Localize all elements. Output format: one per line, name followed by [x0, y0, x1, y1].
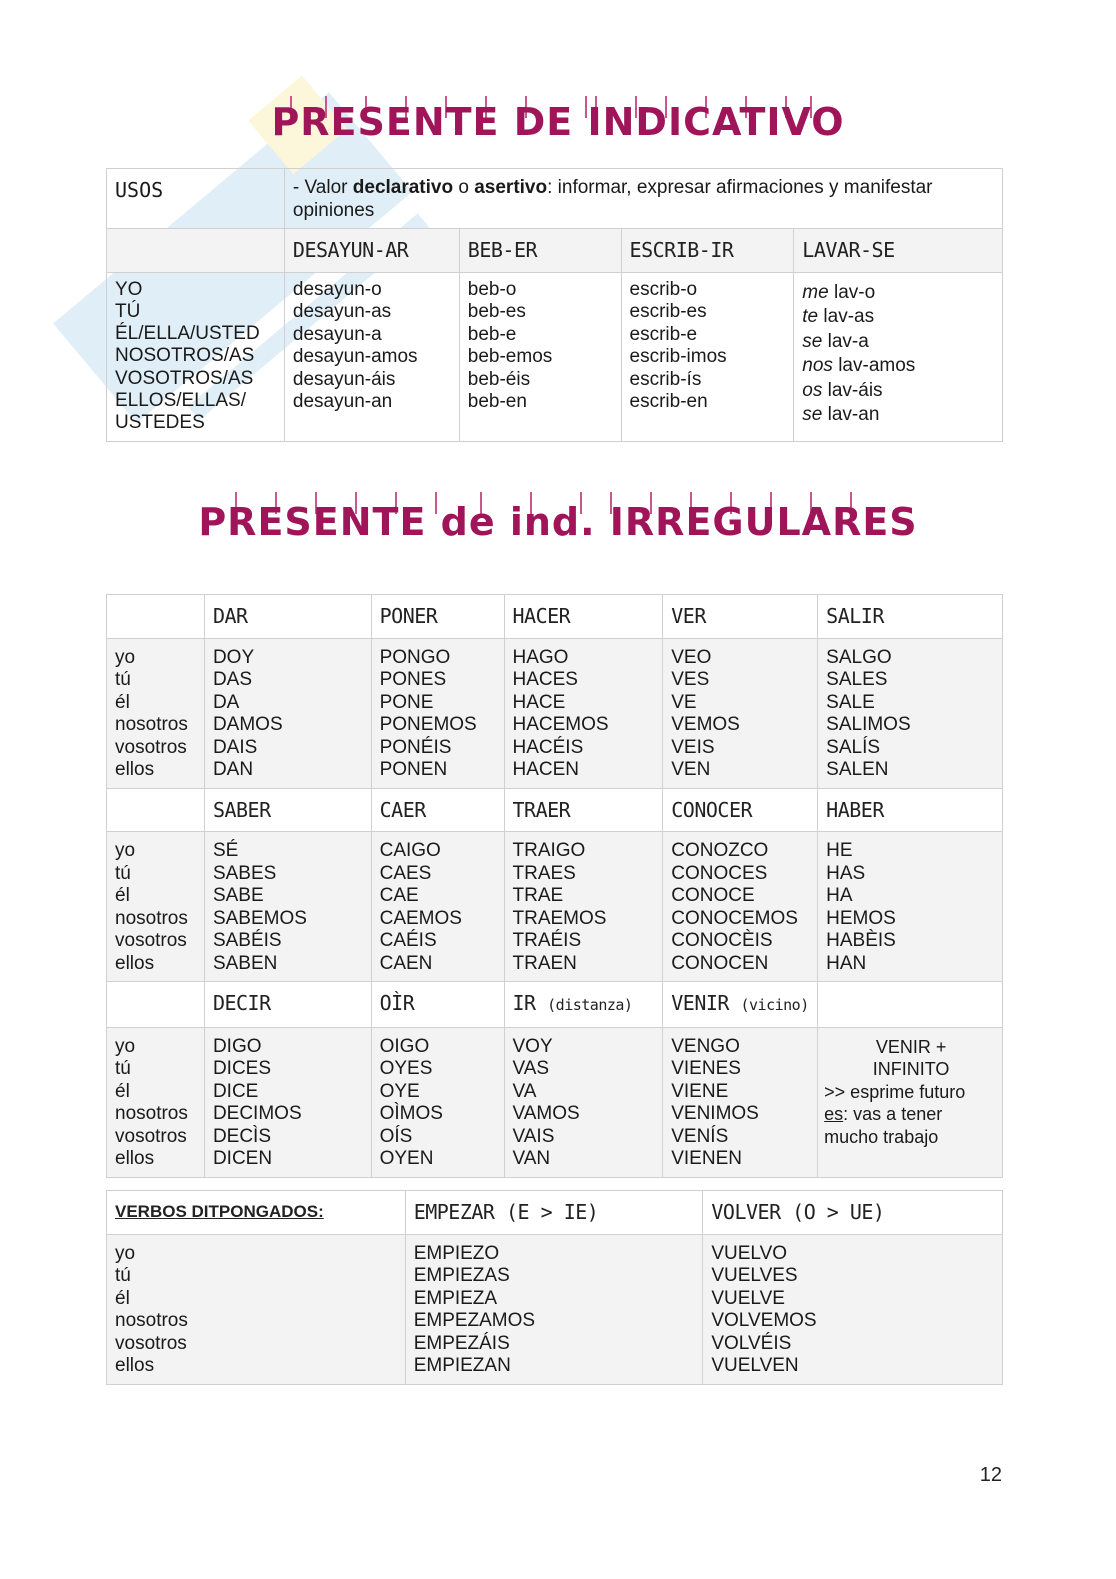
- verb-ending: lav-as: [818, 306, 875, 327]
- verb-forms: [371, 832, 504, 982]
- pronoun: yo: [115, 1242, 136, 1264]
- verb-form: CAEN: [379, 952, 433, 974]
- example-label: es: [824, 1104, 844, 1124]
- pronoun: ellos: [115, 1355, 155, 1376]
- header-verb: SABER: [204, 788, 371, 832]
- verb-form: HACE: [512, 691, 566, 713]
- regular-verbs-table: [106, 168, 1003, 442]
- verb-forms: [504, 638, 663, 788]
- verb-form: EMPEZAMOS: [413, 1310, 536, 1331]
- verb-form: VEIS: [671, 736, 715, 758]
- verb-forms: [204, 832, 371, 982]
- verb-form: VAN: [512, 1148, 551, 1169]
- verb-form: DAN: [212, 759, 254, 780]
- pronoun: yo: [115, 1035, 136, 1057]
- verb-form: OÍS: [379, 1125, 413, 1147]
- header-verb: CONOCER: [663, 788, 818, 832]
- pronoun: vosotros: [115, 1125, 187, 1147]
- verb-form: EMPIEZAS: [413, 1265, 510, 1286]
- verb-form: HAS: [826, 862, 866, 884]
- verb-form: PONGO: [379, 646, 451, 668]
- verb-form: SALGO: [826, 646, 892, 668]
- reflexive-pronoun: se: [802, 330, 823, 352]
- header-verb: CAER: [371, 788, 504, 832]
- verb-form: [802, 379, 994, 404]
- verb-form: VAS: [512, 1058, 550, 1079]
- verb-form: desayun-amos: [292, 346, 418, 367]
- page-title: PRESENTE DE INDICATIVO: [271, 100, 845, 144]
- pronoun: él: [115, 691, 130, 713]
- verb-form: [802, 403, 994, 428]
- verb-form: CONOZCO: [671, 840, 769, 861]
- verb-form: escrib-imos: [629, 346, 727, 367]
- pronoun: vosotros: [115, 930, 187, 951]
- verb-form: escrib-o: [629, 278, 698, 300]
- verb-form: DECÌS: [212, 1125, 272, 1147]
- header-verb: VER: [663, 595, 818, 639]
- example-text: : vas a tener: [843, 1104, 943, 1124]
- verb-form: TRAE: [512, 885, 564, 906]
- pronoun: nosotros: [115, 1103, 188, 1124]
- pronoun: ellos: [115, 1148, 155, 1169]
- pronoun: nosotros: [115, 907, 188, 929]
- verb-form: SÉ: [212, 840, 239, 861]
- desayunar-forms: [284, 272, 459, 441]
- verb-form: [802, 330, 994, 355]
- lavarse-forms: [794, 272, 1003, 441]
- verb-form: CAEMOS: [379, 907, 462, 929]
- usos-bold-asertivo: asertivo: [474, 177, 548, 198]
- reflexive-pronoun: se: [802, 404, 823, 425]
- header-verb-ir: [504, 982, 663, 1028]
- verb-form: VES: [671, 669, 710, 690]
- header-verb: VOLVER (O > UE): [703, 1191, 1003, 1235]
- verb-form: OYE: [379, 1080, 420, 1102]
- verb-form: HACEN: [512, 759, 580, 780]
- verb-form: VOLVÉIS: [711, 1332, 792, 1354]
- verb-forms: [405, 1234, 703, 1384]
- verb-forms: [663, 832, 818, 982]
- verb-form: PONE: [379, 691, 434, 713]
- header-desayunar: DESAYUN-AR: [284, 229, 459, 273]
- verb-forms: [818, 638, 1003, 788]
- verb-form: HACEMOS: [512, 714, 609, 735]
- beber-forms: [459, 272, 621, 441]
- pronoun: ÉL/ELLA/USTED: [115, 323, 260, 345]
- verb-form: DAS: [212, 669, 253, 690]
- pronoun: ellos: [115, 759, 155, 780]
- verb-form: desayun-áis: [292, 368, 396, 390]
- verb-form: beb-en: [467, 391, 527, 412]
- verb-form: VIENE: [671, 1080, 729, 1102]
- verb-form: VENIMOS: [671, 1103, 759, 1124]
- verb-form: VE: [671, 691, 697, 713]
- verb-forms: [504, 832, 663, 982]
- verb-form: PONES: [379, 669, 447, 690]
- diphthong-label-text: VERBOS DITPONGADOS:: [115, 1202, 324, 1221]
- verb-form: desayun-as: [292, 301, 392, 322]
- verb-form: CONOCE: [671, 885, 755, 906]
- verb-form: escrib-e: [629, 323, 698, 345]
- header-empty: [818, 982, 1003, 1028]
- verb-form: VIENES: [671, 1058, 741, 1079]
- pronoun: tú: [115, 669, 131, 690]
- verb-form: CONOCÈIS: [671, 930, 773, 951]
- venir-infinito-note: [818, 1027, 1003, 1177]
- verb-ending: lav-áis: [822, 379, 883, 401]
- usos-label: USOS: [107, 169, 285, 229]
- verb-form: CAES: [379, 862, 432, 884]
- verb-form: HABÈIS: [826, 930, 896, 951]
- verb-form: CAÉIS: [379, 930, 437, 951]
- verb-form: VOY: [512, 1035, 553, 1057]
- verb-form: desayun-o: [292, 278, 382, 300]
- verb-form: VEN: [671, 759, 711, 780]
- pronoun: vosotros: [115, 736, 187, 758]
- verb-form: HACÉIS: [512, 736, 584, 758]
- verb-forms: [204, 638, 371, 788]
- verb-form: HAGO: [512, 646, 569, 668]
- header-verb: OÌR: [371, 982, 504, 1028]
- verb-forms: [371, 1027, 504, 1177]
- header-verb: PONER: [371, 595, 504, 639]
- verb-form: PONEN: [379, 759, 448, 780]
- verb-form: escrib-es: [629, 301, 707, 322]
- verb-form: DAMOS: [212, 714, 283, 735]
- verb-form: PONEMOS: [379, 714, 477, 735]
- verb-form: VUELVEN: [711, 1355, 799, 1376]
- header-verb-venir: [663, 982, 818, 1028]
- usos-bold-declarativo: declarativo: [352, 177, 454, 198]
- note-line: VENIR +: [875, 1036, 947, 1057]
- verb-form: escrib-ís: [629, 368, 702, 390]
- pronoun: USTEDES: [115, 412, 205, 434]
- verb-form: beb-es: [467, 301, 526, 322]
- pronoun: TÚ: [115, 300, 141, 322]
- header-verb: DAR: [204, 595, 371, 639]
- verb-ending: lav-o: [828, 281, 876, 303]
- verb-form: VUELVO: [711, 1242, 788, 1264]
- verb-form: TRAEMOS: [512, 907, 607, 929]
- pronoun: yo: [115, 840, 136, 861]
- escribir-forms: [621, 272, 794, 441]
- header-verb: HACER: [504, 595, 663, 639]
- header-lavarse: LAVAR-SE: [794, 229, 1003, 273]
- verb-note: (vicino): [740, 996, 809, 1014]
- page-number: 12: [979, 1464, 1002, 1486]
- note-line: [824, 1103, 998, 1126]
- verb-form: VOLVEMOS: [711, 1310, 817, 1331]
- verb-form: [802, 281, 994, 306]
- verb-form: PONÉIS: [379, 736, 452, 758]
- pronoun: tú: [115, 1058, 131, 1079]
- verb-form: CAIGO: [379, 840, 441, 861]
- verb-form: CONOCEMOS: [671, 907, 798, 929]
- verb-forms: [204, 1027, 371, 1177]
- note-line: mucho trabajo: [824, 1126, 939, 1147]
- pronoun-column: [107, 272, 285, 441]
- verb-form: VENÍS: [671, 1125, 729, 1147]
- verb-form: CAE: [379, 885, 419, 906]
- verb-ending: lav-amos: [832, 355, 916, 376]
- verb-form: TRAÉIS: [512, 930, 582, 951]
- header-verb: TRAER: [504, 788, 663, 832]
- usos-mid: o: [453, 177, 475, 198]
- verb-ending: lav-an: [822, 404, 880, 425]
- header-empty: [107, 788, 205, 832]
- pronoun-column: [107, 832, 205, 982]
- verb-form: HE: [826, 840, 853, 861]
- verb-form: EMPIEZA: [413, 1287, 498, 1309]
- verb-form: beb-o: [467, 278, 517, 300]
- header-verb: EMPEZAR (E > IE): [405, 1191, 703, 1235]
- diphthong-verbs-table: [106, 1190, 1003, 1385]
- pronoun: NOSOTROS/AS: [115, 345, 255, 367]
- verb-form: HA: [826, 885, 853, 906]
- pronoun: ELLOS/ELLAS/: [115, 389, 246, 411]
- verb-form: SABES: [212, 862, 277, 884]
- verb-form: OIGO: [379, 1035, 430, 1057]
- verb-note: (distanza): [547, 996, 633, 1014]
- verb-form: DICES: [212, 1058, 272, 1079]
- pronoun: él: [115, 1080, 130, 1102]
- verb-form: beb-e: [467, 323, 517, 345]
- header-escribir: ESCRIB-IR: [621, 229, 794, 273]
- header-empty: [107, 229, 285, 273]
- verb-form: SALÍS: [826, 736, 881, 758]
- verb-form: [802, 305, 994, 330]
- diphthong-label: [107, 1191, 406, 1235]
- verb-form: SALIMOS: [826, 714, 911, 735]
- header-verb: SALIR: [818, 595, 1003, 639]
- reflexive-pronoun: nos: [802, 355, 833, 376]
- irregular-verbs-table: [106, 594, 1003, 1178]
- reflexive-pronoun: me: [802, 281, 829, 303]
- usos-description: [284, 169, 1002, 229]
- verb-form: EMPEZÁIS: [413, 1332, 510, 1354]
- verb-form: DAIS: [212, 736, 258, 758]
- verb-forms: [504, 1027, 663, 1177]
- verb-forms: [663, 1027, 818, 1177]
- usos-rest: : informar, expresar afirmaciones y manifestar opiniones: [292, 177, 933, 221]
- pronoun: él: [115, 1287, 130, 1309]
- verb-form: TRAES: [512, 862, 576, 884]
- verb-form: VEMOS: [671, 714, 740, 735]
- verb-form: VEO: [671, 646, 712, 668]
- verb-form: CONOCES: [671, 862, 768, 884]
- verb-form: VAIS: [512, 1125, 555, 1147]
- section-title: PRESENTE de ind. IRREGULARES: [198, 500, 918, 544]
- verb-form: DICEN: [212, 1148, 273, 1169]
- verb-name: VENIR: [671, 991, 729, 1015]
- verb-form: SABÉIS: [212, 930, 282, 951]
- pronoun: VOSOTROS/AS: [115, 367, 254, 389]
- verb-form: DOY: [212, 646, 255, 668]
- verb-forms: [703, 1234, 1003, 1384]
- verb-form: beb-emos: [467, 346, 553, 367]
- verb-form: CONOCEN: [671, 952, 769, 974]
- verb-ending: lav-a: [822, 330, 869, 352]
- pronoun: nosotros: [115, 1310, 188, 1331]
- header-verb: HABER: [818, 788, 1003, 832]
- verb-form: SALE: [826, 691, 875, 713]
- verb-forms: [371, 638, 504, 788]
- pronoun: yo: [115, 646, 136, 668]
- verb-form: HAN: [826, 952, 867, 974]
- verb-form: SABEN: [212, 952, 278, 974]
- verb-form: VA: [512, 1080, 537, 1102]
- header-verb: DECIR: [204, 982, 371, 1028]
- verb-form: desayun-a: [292, 323, 382, 345]
- verb-form: SALES: [826, 669, 888, 690]
- pronoun-column: [107, 1234, 406, 1384]
- verb-form: VENGO: [671, 1035, 740, 1057]
- verb-form: SABE: [212, 885, 264, 906]
- verb-form: HACES: [512, 669, 578, 690]
- pronoun: tú: [115, 1265, 131, 1286]
- verb-forms: [663, 638, 818, 788]
- verb-form: HEMOS: [826, 907, 896, 929]
- header-empty: [107, 982, 205, 1028]
- reflexive-pronoun: te: [802, 306, 819, 327]
- verb-form: VAMOS: [512, 1103, 580, 1124]
- verb-form: OÌMOS: [379, 1103, 443, 1124]
- verb-form: VUELVE: [711, 1287, 785, 1309]
- note-line: INFINITO: [872, 1059, 950, 1079]
- pronoun-column: [107, 1027, 205, 1177]
- header-empty: [107, 595, 205, 639]
- verb-form: [802, 354, 994, 379]
- verb-form: VIENEN: [671, 1148, 742, 1169]
- verb-form: VUELVES: [711, 1265, 798, 1286]
- verb-form: desayun-an: [292, 391, 393, 412]
- note-line: >> esprime futuro: [824, 1081, 966, 1102]
- verb-form: SABEMOS: [212, 907, 307, 929]
- verb-form: OYEN: [379, 1148, 434, 1169]
- verb-form: EMPIEZAN: [413, 1355, 511, 1376]
- verb-form: TRAIGO: [512, 840, 586, 861]
- reflexive-pronoun: os: [802, 379, 823, 401]
- verb-form: EMPIEZO: [413, 1242, 500, 1264]
- verb-form: escrib-en: [629, 391, 708, 412]
- verb-form: DA: [212, 691, 240, 713]
- verb-form: TRAEN: [512, 952, 577, 974]
- pronoun: tú: [115, 862, 131, 884]
- verb-form: DIGO: [212, 1035, 262, 1057]
- verb-form: beb-éis: [467, 368, 531, 390]
- pronoun: YO: [115, 278, 143, 300]
- header-beber: BEB-ER: [459, 229, 621, 273]
- verb-form: OYES: [379, 1058, 433, 1079]
- pronoun-column: [107, 638, 205, 788]
- usos-prefix: - Valor: [292, 177, 353, 198]
- verb-form: DECIMOS: [212, 1103, 302, 1124]
- pronoun: nosotros: [115, 714, 188, 735]
- verb-name: IR: [512, 991, 536, 1015]
- pronoun: vosotros: [115, 1332, 187, 1354]
- pronoun: ellos: [115, 952, 155, 974]
- verb-form: SALEN: [826, 759, 889, 780]
- verb-forms: [818, 832, 1003, 982]
- pronoun: él: [115, 885, 130, 906]
- verb-form: DICE: [212, 1080, 259, 1102]
